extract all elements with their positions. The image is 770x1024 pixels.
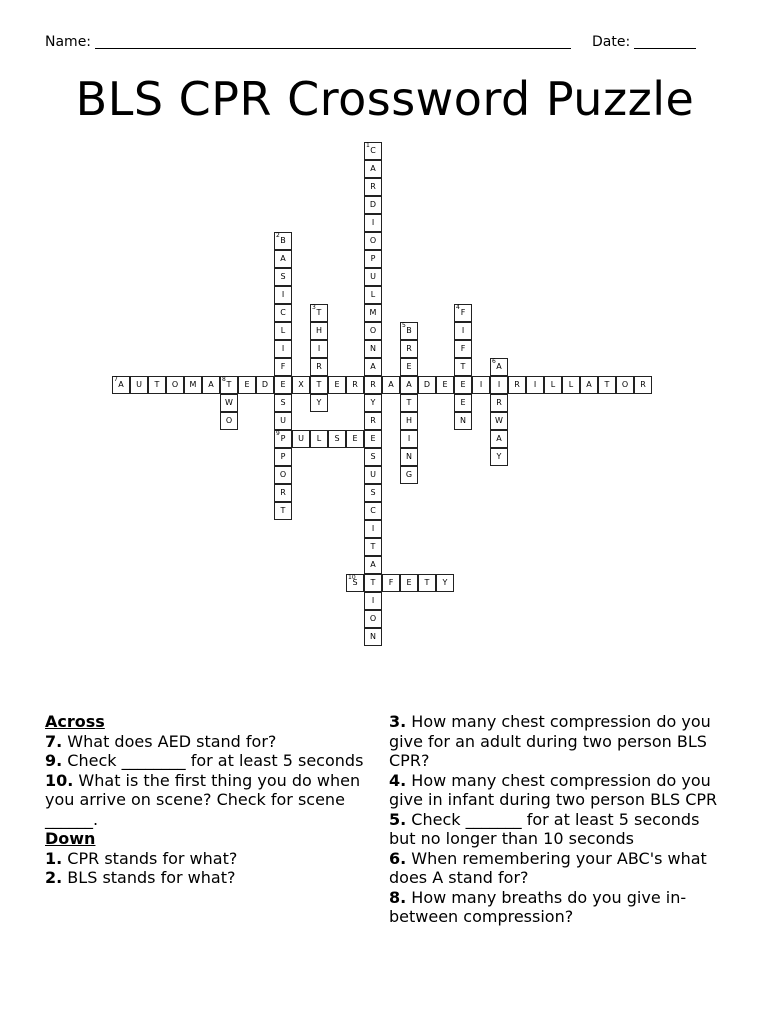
clue-text: Check _______ for at least 5 seconds but no longer than 10 seconds — [389, 809, 700, 848]
grid-cell[interactable] — [238, 376, 256, 394]
cell-letter: C — [370, 506, 376, 515]
cell-letter: N — [406, 452, 412, 461]
grid-cell[interactable] — [364, 484, 382, 502]
cell-letter: O — [369, 236, 377, 245]
cell-letter: T — [370, 578, 376, 587]
grid-cell[interactable] — [364, 196, 382, 214]
grid-cell[interactable] — [490, 358, 508, 376]
grid-cell[interactable] — [454, 376, 472, 394]
cell-letter: A — [118, 380, 124, 389]
grid-cell[interactable] — [454, 358, 472, 376]
grid-cell[interactable] — [364, 214, 382, 232]
grid-cell[interactable] — [364, 466, 382, 484]
grid-cell[interactable] — [490, 448, 508, 466]
cell-letter: A — [406, 380, 412, 389]
cell-letter: F — [388, 578, 394, 587]
clue-text: Check ________ for at least 5 seconds — [62, 751, 364, 770]
cell-letter: P — [370, 254, 376, 263]
cell-letter: L — [280, 326, 286, 335]
cell-letter: A — [370, 164, 376, 173]
cell-letter: P — [280, 452, 286, 461]
cell-letter: Y — [370, 398, 376, 407]
grid-cell[interactable] — [148, 376, 166, 394]
cell-letter: W — [225, 398, 233, 407]
cell-letter: E — [460, 398, 466, 407]
grid-cell[interactable] — [400, 358, 418, 376]
clue-text: How many chest compression do you give for an adult during two person BLS CPR? — [389, 712, 711, 770]
grid-cell[interactable] — [580, 376, 598, 394]
grid-cell[interactable] — [346, 430, 364, 448]
grid-cell[interactable] — [526, 376, 544, 394]
cell-letter: P — [280, 434, 286, 443]
grid-cell[interactable] — [400, 466, 418, 484]
name-field — [45, 34, 571, 50]
cell-letter: R — [370, 416, 376, 425]
grid-cell[interactable] — [364, 502, 382, 520]
grid-cell[interactable] — [490, 412, 508, 430]
cell-letter: T — [316, 380, 322, 389]
grid-cell[interactable] — [310, 376, 328, 394]
grid-cell[interactable] — [364, 322, 382, 340]
grid-cell[interactable] — [274, 268, 292, 286]
grid-cell[interactable] — [274, 286, 292, 304]
cell-letter: U — [370, 470, 376, 479]
cell-letter: U — [280, 416, 286, 425]
cell-letter: R — [496, 398, 502, 407]
cell-letter: F — [460, 308, 466, 317]
clue-number: 3 — [312, 304, 316, 311]
across-clues — [45, 732, 365, 830]
cell-letter: O — [279, 470, 287, 479]
grid-cell[interactable] — [364, 304, 382, 322]
cell-letter: O — [621, 380, 629, 389]
grid-cell[interactable] — [274, 322, 292, 340]
grid-cell[interactable] — [598, 376, 616, 394]
cell-letter: R — [514, 380, 520, 389]
cell-letter: I — [371, 524, 375, 533]
grid-cell[interactable] — [166, 376, 184, 394]
clue-text: BLS stands for what? — [62, 868, 236, 887]
clue-item — [389, 712, 729, 771]
cell-letter: E — [244, 380, 250, 389]
cell-letter: I — [407, 434, 411, 443]
cell-letter: O — [225, 416, 233, 425]
date-label: Date: — [592, 34, 631, 50]
cell-letter: D — [369, 200, 377, 209]
grid-cell[interactable] — [364, 376, 382, 394]
clue-number: 6. — [389, 848, 407, 868]
cell-letter: B — [406, 326, 412, 335]
grid-cell[interactable] — [310, 322, 328, 340]
clue-number: 10. — [45, 770, 74, 790]
grid-cell[interactable] — [310, 340, 328, 358]
clue-number: 8 — [222, 376, 226, 383]
cell-letter: S — [334, 434, 340, 443]
clue-number: 3. — [389, 712, 407, 731]
grid-cell[interactable] — [274, 376, 292, 394]
grid-cell[interactable] — [364, 520, 382, 538]
clue-number: 7. — [45, 731, 63, 751]
grid-cell[interactable] — [364, 394, 382, 412]
cell-letter: T — [280, 506, 286, 515]
page-title: BLS CPR Crossword Puzzle — [75, 72, 695, 126]
cell-letter: L — [568, 380, 574, 389]
clue-number: 7 — [114, 376, 118, 383]
cell-letter: S — [352, 578, 358, 587]
cell-letter: Y — [496, 452, 502, 461]
grid-cell[interactable] — [382, 376, 400, 394]
cell-letter: A — [370, 560, 376, 569]
cell-letter: H — [405, 416, 412, 425]
grid-cell[interactable] — [490, 430, 508, 448]
grid-cell[interactable] — [274, 484, 292, 502]
grid-cell[interactable] — [364, 430, 382, 448]
cell-letter: T — [154, 380, 160, 389]
grid-cell[interactable] — [274, 466, 292, 484]
cell-letter: S — [370, 488, 376, 497]
clue-item — [45, 868, 365, 888]
cell-letter: A — [496, 362, 502, 371]
grid-cell[interactable] — [274, 304, 292, 322]
grid-cell[interactable] — [130, 376, 148, 394]
cell-letter: A — [280, 254, 286, 263]
grid-cell[interactable] — [490, 394, 508, 412]
clue-text: How many breaths do you give in-between compression? — [389, 887, 687, 926]
cell-letter: L — [370, 290, 376, 299]
cell-letter: T — [424, 578, 430, 587]
cell-letter: M — [189, 380, 197, 389]
clue-item — [45, 849, 365, 869]
cell-letter: O — [171, 380, 179, 389]
cell-letter: I — [479, 380, 483, 389]
cell-letter: O — [369, 614, 377, 623]
clue-item — [389, 771, 729, 810]
cell-letter: R — [640, 380, 646, 389]
grid-cell[interactable] — [364, 160, 382, 178]
grid-cell[interactable] — [544, 376, 562, 394]
clue-number: 1. — [45, 848, 63, 868]
cell-letter: E — [352, 434, 358, 443]
cell-letter: U — [370, 272, 376, 281]
cell-letter: I — [317, 344, 321, 353]
clue-number: 5 — [402, 322, 406, 329]
down-clues-continued — [389, 712, 729, 927]
cell-letter: I — [533, 380, 537, 389]
grid-cell[interactable] — [346, 574, 364, 592]
grid-cell[interactable] — [382, 574, 400, 592]
grid-cell[interactable] — [274, 232, 292, 250]
cell-letter: Y — [316, 398, 322, 407]
cell-letter: I — [281, 290, 285, 299]
clue-item — [389, 888, 729, 927]
down-clues — [45, 849, 365, 888]
name-label: Name: — [45, 34, 92, 50]
grid-cell[interactable] — [364, 340, 382, 358]
cell-letter: E — [406, 578, 412, 587]
cell-letter: H — [315, 326, 322, 335]
cell-letter: R — [370, 380, 376, 389]
cell-letter: N — [370, 632, 376, 641]
cell-letter: O — [369, 326, 377, 335]
cell-letter: F — [460, 344, 466, 353]
grid-cell[interactable] — [400, 430, 418, 448]
grid-cell[interactable] — [364, 358, 382, 376]
cell-letter: E — [442, 380, 448, 389]
cell-letter: U — [136, 380, 142, 389]
cell-letter: L — [550, 380, 556, 389]
cell-letter: C — [370, 146, 376, 155]
clue-text: How many chest compression do you give in infant during two person BLS CPR — [389, 770, 718, 809]
clue-item — [45, 732, 365, 752]
grid-cell[interactable] — [292, 430, 310, 448]
cell-letter: U — [298, 434, 304, 443]
grid-cell[interactable] — [616, 376, 634, 394]
grid-cell[interactable] — [274, 502, 292, 520]
grid-cell[interactable] — [454, 412, 472, 430]
grid-cell[interactable] — [274, 250, 292, 268]
cell-letter: C — [280, 308, 286, 317]
grid-cell[interactable] — [274, 340, 292, 358]
grid-cell[interactable] — [364, 268, 382, 286]
grid-cell[interactable] — [310, 394, 328, 412]
grid-cell[interactable] — [400, 340, 418, 358]
grid-cell[interactable] — [364, 592, 382, 610]
grid-cell[interactable] — [490, 376, 508, 394]
cell-letter: L — [316, 434, 322, 443]
grid-cell[interactable] — [418, 376, 436, 394]
grid-cell[interactable] — [364, 178, 382, 196]
grid-cell[interactable] — [364, 412, 382, 430]
cell-letter: S — [280, 272, 286, 281]
grid-cell[interactable] — [364, 232, 382, 250]
clue-item — [45, 751, 365, 771]
cell-letter: N — [370, 344, 376, 353]
cell-letter: M — [369, 308, 377, 317]
cell-letter: T — [460, 362, 466, 371]
clue-number: 2. — [45, 868, 63, 887]
grid-cell[interactable] — [112, 376, 130, 394]
cell-letter: S — [370, 452, 376, 461]
cell-letter: I — [497, 380, 501, 389]
clue-item — [45, 771, 365, 830]
date-field — [592, 34, 696, 50]
grid-cell[interactable] — [418, 574, 436, 592]
name-line[interactable] — [95, 34, 571, 49]
cell-letter: N — [460, 416, 466, 425]
grid-cell[interactable] — [364, 610, 382, 628]
grid-cell[interactable] — [400, 376, 418, 394]
cell-letter: T — [370, 542, 376, 551]
grid-cell[interactable] — [274, 358, 292, 376]
clue-number: 8. — [389, 887, 407, 907]
cell-letter: W — [495, 416, 503, 425]
clue-text: CPR stands for what? — [62, 848, 238, 868]
clue-number: 4. — [389, 770, 407, 790]
grid-cell[interactable] — [562, 376, 580, 394]
cell-letter: E — [334, 380, 340, 389]
cell-letter: Y — [442, 578, 448, 587]
cell-letter: R — [352, 380, 358, 389]
grid-cell[interactable] — [454, 340, 472, 358]
grid-cell[interactable] — [184, 376, 202, 394]
grid-cell[interactable] — [274, 394, 292, 412]
clue-number: 9. — [45, 751, 63, 770]
cell-letter: S — [280, 398, 286, 407]
grid-cell[interactable] — [454, 304, 472, 322]
cell-letter: T — [406, 398, 412, 407]
down-heading: Down — [45, 829, 96, 848]
clue-text: What does AED stand for? — [62, 731, 277, 751]
clues-left-column — [45, 712, 365, 888]
grid-cell[interactable] — [364, 628, 382, 646]
grid-cell[interactable] — [328, 430, 346, 448]
cell-letter: G — [405, 470, 413, 479]
across-heading: Across — [45, 712, 105, 731]
grid-cell[interactable] — [400, 322, 418, 340]
cell-letter: F — [280, 362, 286, 371]
cell-letter: A — [496, 434, 502, 443]
cell-letter: R — [406, 344, 412, 353]
cell-letter: E — [460, 380, 466, 389]
grid-cell[interactable] — [328, 376, 346, 394]
cell-letter: E — [406, 362, 412, 371]
cell-letter: A — [388, 380, 394, 389]
cell-letter: R — [280, 488, 286, 497]
grid-cell[interactable] — [364, 142, 382, 160]
cell-letter: E — [280, 380, 286, 389]
grid-cell[interactable] — [436, 376, 454, 394]
cell-letter: I — [281, 344, 285, 353]
cell-letter: A — [370, 362, 376, 371]
grid-cell[interactable] — [256, 376, 274, 394]
cell-letter: I — [371, 596, 375, 605]
clue-number: 4 — [456, 304, 460, 311]
grid-cell[interactable] — [310, 304, 328, 322]
grid-cell[interactable] — [346, 376, 364, 394]
clues-right-column — [389, 712, 729, 927]
grid-cell[interactable] — [220, 376, 238, 394]
clue-text: When remembering your ABC's what does A stand for? — [389, 848, 707, 887]
clue-text: What is the first thing you do when you arrive on scene? Check for scene ______. — [45, 770, 361, 829]
grid-cell[interactable] — [220, 412, 238, 430]
grid-cell[interactable] — [400, 448, 418, 466]
cell-letter: R — [316, 362, 322, 371]
clue-number: 9 — [276, 430, 280, 437]
cell-letter: T — [316, 308, 322, 317]
clue-item — [389, 849, 729, 888]
cell-letter: B — [280, 236, 286, 245]
grid-cell[interactable] — [436, 574, 454, 592]
grid-cell[interactable] — [364, 448, 382, 466]
grid-cell[interactable] — [454, 322, 472, 340]
clue-number: 5. — [389, 809, 407, 829]
grid-cell[interactable] — [202, 376, 220, 394]
grid-cell[interactable] — [508, 376, 526, 394]
cell-letter: E — [370, 434, 376, 443]
grid-cell[interactable] — [274, 430, 292, 448]
grid-cell[interactable] — [220, 394, 238, 412]
grid-cell[interactable] — [364, 538, 382, 556]
grid-cell[interactable] — [364, 556, 382, 574]
grid-cell[interactable] — [310, 430, 328, 448]
cell-letter: R — [370, 182, 376, 191]
cell-letter: T — [604, 380, 610, 389]
clue-number: 10 — [348, 574, 356, 581]
cell-letter: A — [208, 380, 214, 389]
cell-letter: A — [586, 380, 592, 389]
clue-number: 2 — [276, 232, 280, 239]
clue-number: 6 — [492, 358, 496, 365]
cell-letter: I — [461, 326, 465, 335]
cell-letter: X — [298, 380, 304, 389]
grid-cell[interactable] — [472, 376, 490, 394]
grid-cell[interactable] — [274, 448, 292, 466]
grid-cell[interactable] — [400, 412, 418, 430]
cell-letter: I — [371, 218, 375, 227]
grid-cell[interactable] — [310, 358, 328, 376]
clue-number: 1 — [366, 142, 370, 149]
grid-cell[interactable] — [400, 574, 418, 592]
date-line[interactable] — [634, 34, 696, 49]
grid-cell[interactable] — [400, 394, 418, 412]
clue-item — [389, 810, 729, 849]
cell-letter: D — [261, 380, 269, 389]
grid-cell[interactable] — [634, 376, 652, 394]
cell-letter: T — [226, 380, 232, 389]
grid-cell[interactable] — [454, 394, 472, 412]
grid-cell[interactable] — [274, 412, 292, 430]
grid-cell[interactable] — [364, 574, 382, 592]
grid-cell[interactable] — [364, 250, 382, 268]
grid-cell[interactable] — [364, 286, 382, 304]
grid-cell[interactable] — [292, 376, 310, 394]
cell-letter: D — [423, 380, 431, 389]
